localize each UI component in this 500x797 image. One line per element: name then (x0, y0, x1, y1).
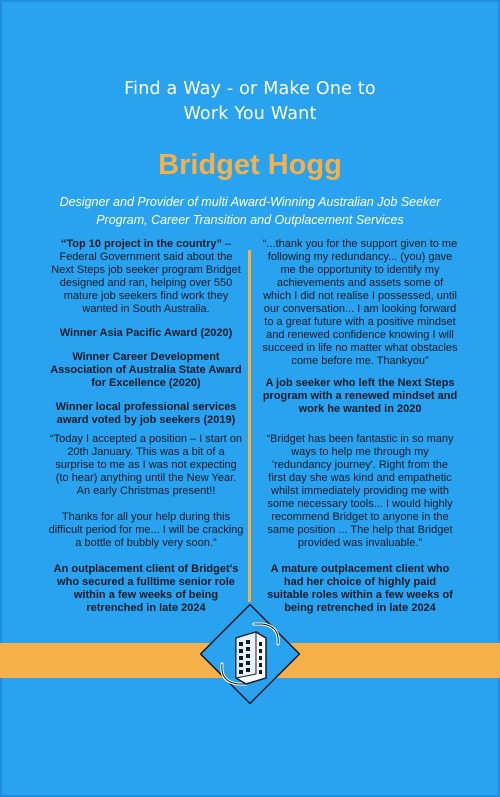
subtitle-line-2: Program, Career Transition and Outplacement Services (96, 213, 404, 227)
testimonial-attribution: A mature outplacement client who had her choice of highly paid suitable roles within a few weeks of being retrenched in late 2024 (267, 563, 453, 614)
subtitle-line-1: Designer and Provider of multi Award-Winning Australian Job Seeker (59, 195, 441, 209)
testimonial-quote: “Today I accepted a position – I start on 20th January. This was a bit of a surprise to me as I was not expecting (to hear) anything until the New Year. An early Christmas present!! (49, 433, 242, 497)
testimonial-attribution: An outplacement client of Bridget's who secured a fulltime senior role within a few weeks of being retrenched in late 2024 (53, 563, 239, 614)
awards-intro (48, 238, 244, 316)
awards-column (48, 238, 244, 427)
awards-intro-text: – Federal Government said about the Next Steps job seeker program Bridget designed and ran, helping over 550 mature job seekers find work they wanted in South Australia. (51, 238, 241, 315)
testimonial-attribution: A job seeker who left the Next Steps program with a renewed mindset and work he wanted in 2020 (262, 377, 458, 415)
awards-intro-bold: “Top 10 project in the country” (60, 238, 222, 250)
testimonial-3 (262, 433, 458, 615)
testimonial-quote-continued: Thanks for all your help during this difficult period for me... I will be cracking a bottle of bubbly very soon.” (48, 511, 244, 549)
testimonial-1 (262, 238, 458, 416)
testimonial-quote: “Bridget has been fantastic in so many ways to help me through my 'redundancy journey'. Right from the first day she was kind and empathetic whilst immediately providing me with some necessary tools... I would highly recommend Bridget to anyone in the same position ... The help that Bridget provided was invaluable.” (266, 433, 454, 549)
building-in-hands-icon (200, 604, 300, 704)
testimonial-quote: “...thank you for the support given to me following my redundancy... (you) gave me the opportunity to identify my achievements and assets some of which I did not realise I possessed, until our conversation... I am looking forward to a great future with a positive mindset and renewed confidence knowing I will succeed in life no matter what obstacles come before me. Thankyou” (262, 238, 458, 367)
testimonial-2 (48, 433, 244, 615)
award-item: Winner local professional services award voted by job seekers (2019) (55, 401, 237, 426)
headline-line-2: Work You Want (183, 104, 317, 124)
person-name: Bridget Hogg (158, 149, 342, 181)
headline (0, 77, 500, 127)
subtitle (30, 193, 470, 229)
headline-line-1: Find a Way - or Make One to (124, 79, 376, 99)
award-item: Winner Career Development Association of Australia State Award for Excellence (2020) (50, 351, 242, 389)
column-divider (248, 250, 251, 602)
award-item: Winner Asia Pacific Award (2020) (59, 327, 233, 339)
